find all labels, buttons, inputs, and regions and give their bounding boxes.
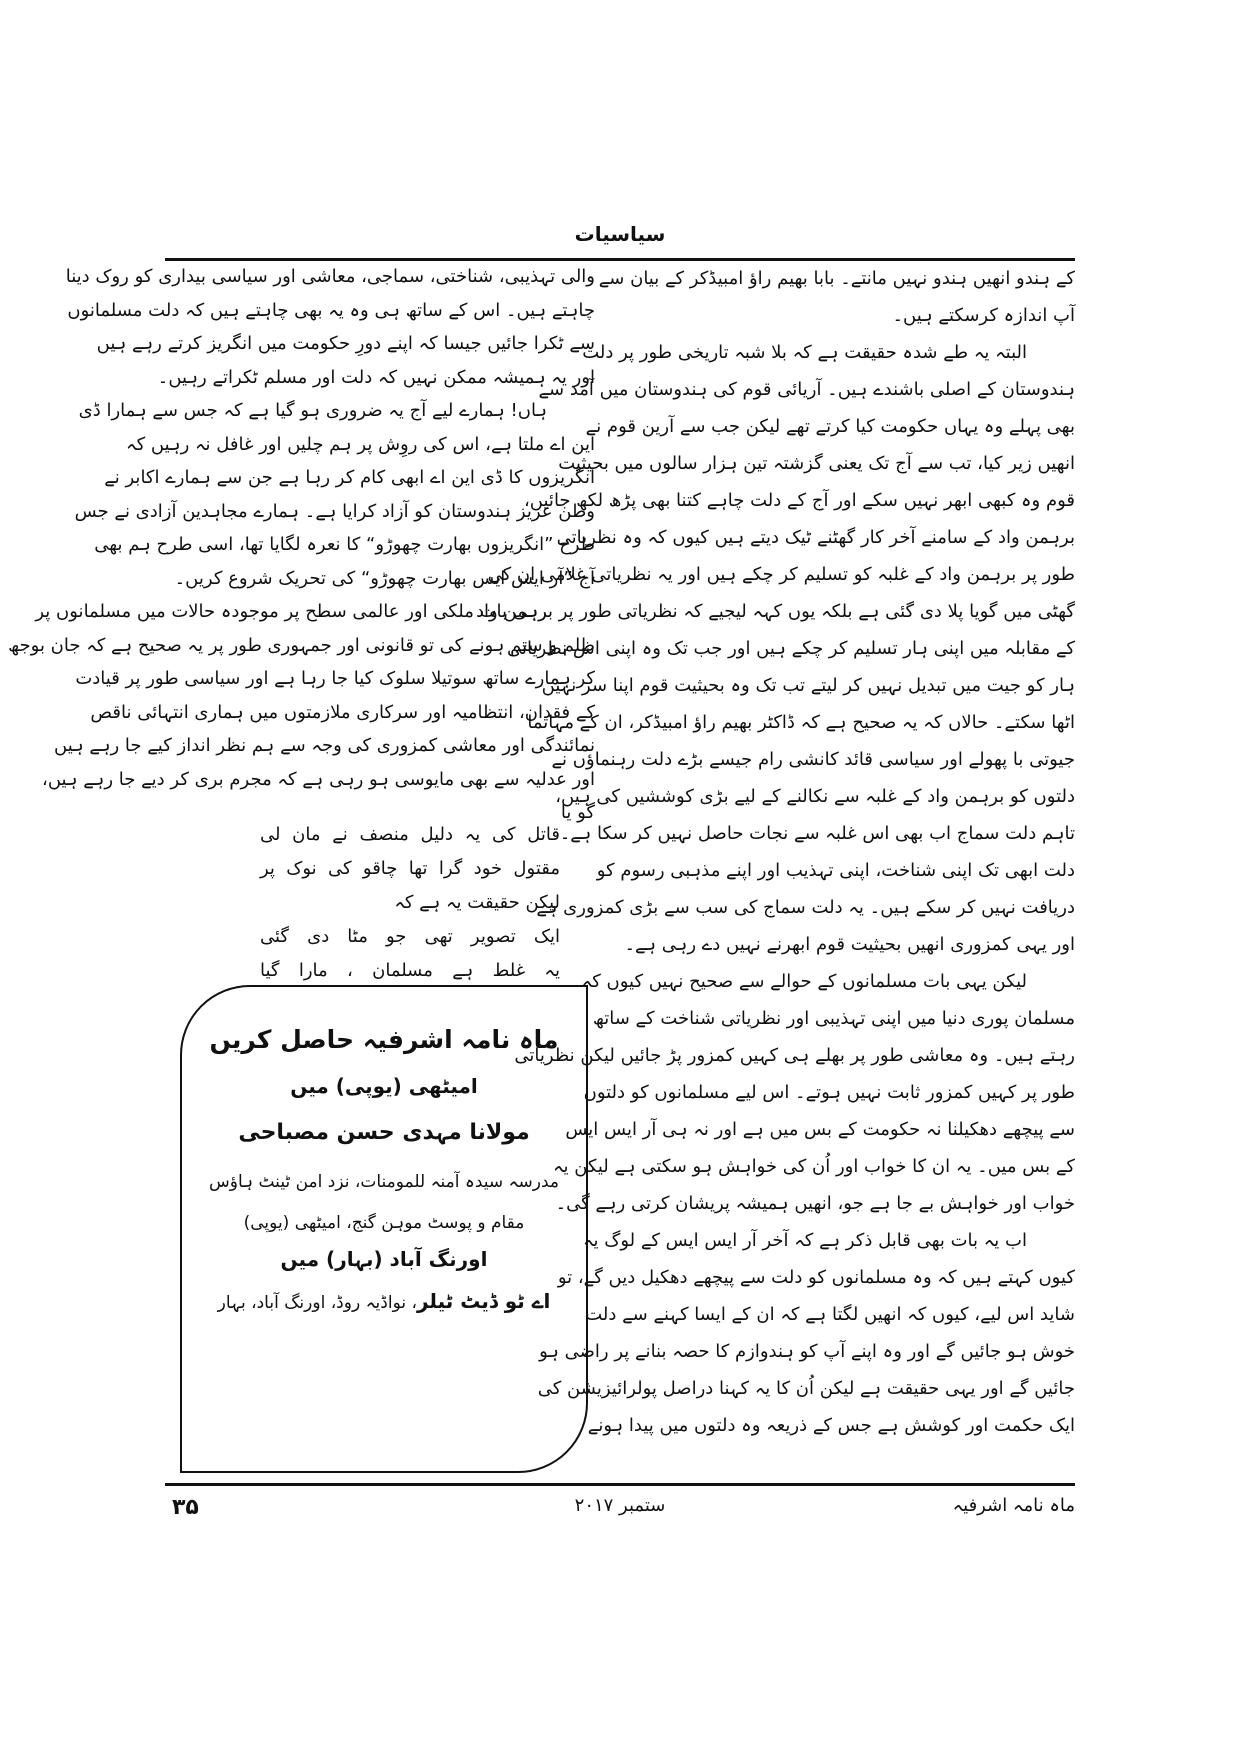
poem <box>260 818 560 988</box>
text-line: کے فقدان، انتظامیہ اور سرکاری ملازمتوں میں ہماری انتہائی ناقص <box>90 701 595 723</box>
text-line: انھیں زیر کیا، تب سے آج تک یعنی گزشتہ تین ہزار سالوں میں بحیثیت <box>558 453 1075 474</box>
text-line: ہار کو جیت میں تبدیل نہیں کر لیتے تب تک وہ بحیثیت قوم اپنا سر نہیں <box>541 675 1075 696</box>
text-line: آپ اندازہ کرسکتے ہیں۔ <box>892 305 1075 326</box>
text-line: ہاں! ہمارے لیے آج یہ ضروری ہو گیا ہے کہ جس سے ہمارا ڈی <box>78 400 547 421</box>
text-line: مسلمان پوری دنیا میں اپنی تہذیبی اور نظریاتی شناخت کے ساتھ <box>592 1008 1075 1029</box>
text-line: انگریزوں کا ڈی این اے ابھی کام کر رہا ہے جن سے ہمارے اکابر نے <box>104 467 595 488</box>
text-line: طرح ”انگریزوں بھارت چھوڑو“ کا نعرہ لگایا تھا، اسی طرح ہم بھی <box>94 534 595 555</box>
text-line: دلت ابھی تک اپنی شناخت، اپنی تہذیب اور اپنے مذہبی رسوم کو <box>596 860 1075 881</box>
text-line: کے ہندو انھیں ہندو نہیں مانتے۔ بابا بھیم راؤ امبیڈکر کے بیان سے <box>598 268 1075 289</box>
text-line: والی تہذیبی، شناختی، سماجی، معاشی اور سیاسی بیداری کو روک دینا <box>65 266 595 287</box>
ad-agent-1: مولانا مہدی حسن مصباحی <box>238 1120 530 1145</box>
ad-address-1b: مقام و پوسٹ موہن گنج، امیٹھی (یوپی) <box>243 1213 525 1233</box>
text-line: قوم وہ کبھی ابھر نہیں سکے اور آج کے دلت چاہے کتنا بھی پڑھ لکھ جائیں، <box>523 490 1075 511</box>
poem-line: مقتول خود گرا تھا چاقو کی نوک پر <box>260 858 560 879</box>
ad-address-2: ، نواڈیہ روڈ، اورنگ آباد، بہار <box>217 1293 417 1313</box>
text-line: دریافت نہیں کر سکے ہیں۔ یہ دلت سماج کی سب سے بڑی کمزوری ہے <box>536 897 1075 918</box>
text-line: اور عدلیہ سے بھی مایوسی ہو رہی ہے کہ مجرم بری کر دیے جا رہے ہیں، <box>42 768 595 790</box>
subscription-ad-box <box>180 985 588 1473</box>
text-line: چاہتے ہیں۔ اس کے ساتھ ہی وہ یہ بھی چاہتے ہیں کہ دلت مسلمانوں <box>67 299 595 321</box>
text-line: خوش ہو جائیں گے اور وہ اپنے آپ کو ہندوازم کا حصہ بنانے پر راضی ہو <box>539 1341 1075 1362</box>
text-line: جائیں گے اور یہی حقیقت ہے لیکن اُن کا یہ کہنا دراصل پولرائیزیشن کی <box>537 1378 1075 1399</box>
text-line: آج ”آر ایس ایس بھارت چھوڑو“ کی تحریک شروع کریں۔ <box>174 567 595 589</box>
text-line: گھٹی میں گویا پلا دی گئی ہے بلکہ یوں کہہ لیجیے کہ نظریاتی طور پر برہمن واد <box>476 601 1075 622</box>
text-line: لیکن یہی بات مسلمانوں کے حوالے سے صحیح نہیں کیوں کہ <box>581 971 1027 992</box>
text-line: ایک حکمت اور کوشش ہے جس کے ذریعہ وہ دلتوں میں پیدا ہونے <box>587 1415 1075 1436</box>
text-line: اٹھا سکتے۔ حالاں کہ یہ صحیح ہے کہ ڈاکٹر بھیم راؤ امبیڈکر، ان کے مہاتما <box>527 712 1075 733</box>
text-line: سے پیچھے دھکیلنا نہ حکومت کے بس میں ہے اور نہ ہی آر ایس ایس <box>565 1119 1075 1140</box>
text-line: ہندوستان کے اصلی باشندے ہیں۔ آریائی قوم کی ہندوستان میں آمد سے <box>538 379 1075 400</box>
poem-line: یہ غلط ہے مسلمان ، مارا گیا <box>260 960 560 981</box>
ad-location-1: امیٹھی (یوپی) میں <box>290 1074 478 1098</box>
text-line: وطن عزیز ہندوستان کو آزاد کرایا ہے۔ ہمارے مجاہدین آزادی نے جس <box>74 500 595 522</box>
ad-agent-2: اے ٹو ڈیٹ ٹیلر <box>416 1289 551 1313</box>
text-line: بھی پہلے وہ یہاں حکومت کیا کرتے تھے لیکن جب سے آرین قوم نے <box>585 416 1075 437</box>
text-line: طور پر برہمن واد کے غلبہ کو تسلیم کر چکے ہیں اور یہ نظریاتی غلامی ان کی <box>487 564 1075 585</box>
footer-magazine: ماہ نامہ اشرفیہ <box>952 1495 1075 1516</box>
text-line: اور یہ ہمیشہ ممکن نہیں کہ دلت اور مسلم ٹکراتے رہیں۔ <box>157 366 595 388</box>
text-line: اور یہی کمزوری انھیں بحیثیت قوم ابھرنے نہیں دے رہی ہے۔ <box>624 934 1075 955</box>
text-line: طور پر کہیں کمزور ثابت نہیں ہوتے۔ اس لیے مسلمانوں کو دلتوں <box>583 1082 1075 1103</box>
text-line: این اے ملتا ہے، اس کی روِش پر ہم چلیں اور غافل نہ رہیں کہ <box>126 433 595 455</box>
text-line: برہمن واد کے سامنے آخر کار گھٹنے ٹیک دیتے ہیں کیوں کہ وہ نظریاتی <box>556 527 1075 548</box>
text-line: شاید اس لیے، کیوں کہ انھیں لگتا ہے کہ ان کے ایسا کہنے سے دلت <box>585 1304 1075 1325</box>
text-line: جیوتی با پھولے اور سیاسی قائد کانشی رام جیسے بڑے دلت رہنماؤں نے <box>551 749 1075 770</box>
ad-agent-2-line <box>182 1289 586 1313</box>
ad-address-1a: مدرسہ سیدہ آمنہ للمومنات، نزد امن ٹینٹ ہاؤس <box>208 1172 559 1192</box>
text-line: کر ہمارے ساتھ سوتیلا سلوک کیا جا رہا ہے اور سیاسی طور پر قیادت <box>75 668 595 689</box>
text-line: نمائندگی اور معاشی کمزوری کی وجہ سے ہم نظر انداز کیے جا رہے ہیں <box>54 735 595 756</box>
text-line: ظلم و ستم ہونے کی تو قانونی اور جمہوری طور پر یہ صحیح ہے کہ جان بوجھ <box>8 634 595 656</box>
ad-location-2: اورنگ آباد (بہار) میں <box>280 1247 488 1271</box>
poem-line: قاتل کی یہ دلیل منصف نے مان لی <box>260 824 560 845</box>
left-column <box>8 260 595 830</box>
text-line: رہتے ہیں۔ وہ معاشی طور پر بھلے ہی کہیں کمزور پڑ جائیں لیکن نظریاتی <box>514 1045 1075 1066</box>
text-line: البتہ یہ طے شدہ حقیقت ہے کہ بلا شبہ تاریخی طور پر دلت <box>582 342 1027 363</box>
text-line: رہی بات ملکی اور عالمی سطح پر موجودہ حالات میں مسلمانوں پر <box>35 601 547 622</box>
section-title: سیاسیات <box>574 222 666 246</box>
ad-title: ماہ نامہ اشرفیہ حاصل کریں <box>209 1025 559 1054</box>
text-line: سے ٹکرا جائیں جیسا کہ اپنے دورِ حکومت میں انگریز کرتے رہے ہیں <box>96 333 595 354</box>
text-line: تاہم دلت سماج اب بھی اس غلبہ سے نجات حاصل نہیں کر سکا ہے۔ <box>559 823 1075 844</box>
text-line: کیوں کہتے ہیں کہ وہ مسلمانوں کو دلت سے پیچھے دھکیل دیں گے، تو <box>557 1267 1075 1288</box>
text-line: کے مقابلہ میں اپنی ہار تسلیم کر چکے ہیں اور جب تک وہ اپنی اس نظریاتی <box>506 638 1075 659</box>
text-line: خواب اور خواہش بے جا ہے جو، انھیں ہمیشہ پریشان کرتی رہے گی۔ <box>555 1193 1075 1214</box>
poem-line: لیکن حقیقت یہ ہے کہ <box>394 892 560 913</box>
text-line: اب یہ بات بھی قابل ذکر ہے کہ آخر آر ایس ایس کے لوگ یہ <box>582 1230 1027 1251</box>
text-line: کے بس میں۔ یہ ان کا خواب اور اُن کی خواہش ہو سکتی ہے لیکن یہ <box>552 1156 1075 1177</box>
text-line: گو یا <box>560 802 595 823</box>
footer-rule <box>165 1483 1075 1486</box>
page-number: ۳۵ <box>172 1495 199 1520</box>
poem-line: ایک تصویر تھی جو مٹا دی گئی <box>260 926 560 947</box>
footer-issue: ستمبر ۲۰۱۷ <box>574 1495 666 1516</box>
text-line: دلتوں کو برہمن واد کے غلبہ سے نکالنے کے لیے بڑی کوششیں کی ہیں، <box>555 786 1075 807</box>
